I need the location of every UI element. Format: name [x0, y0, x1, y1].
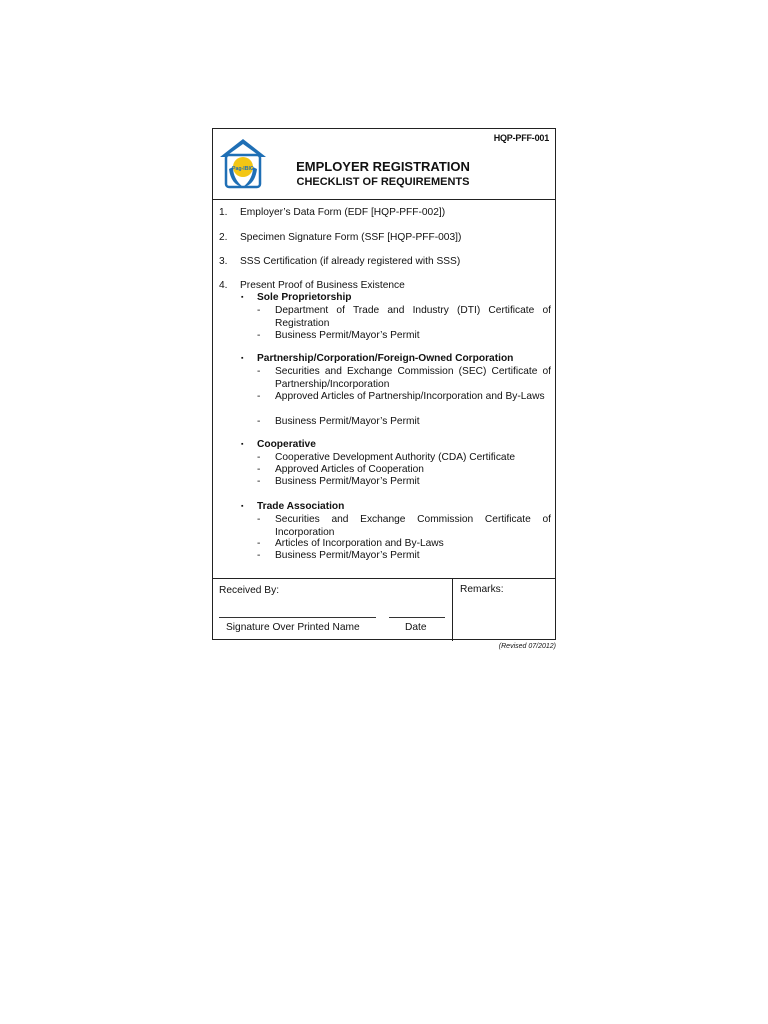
document-text: Business Permit/Mayor’s Permit [275, 330, 420, 341]
document-text: Articles of Incorporation and By-Laws [275, 538, 444, 549]
requirements-list [213, 200, 555, 577]
dash-icon: - [257, 391, 261, 402]
received-by-label: Received By: [219, 585, 280, 596]
pag-ibig-logo [217, 135, 269, 191]
requirement-text: SSS Certification (if already registered with SSS) [240, 256, 461, 267]
document-text: Business Permit/Mayor’s Permit [275, 550, 420, 561]
document-text: Approved Articles of Partnership/Incorporation and By-Laws [275, 391, 545, 402]
document-text: Business Permit/Mayor’s Permit [275, 476, 420, 487]
dash-icon: - [257, 514, 261, 525]
requirement-number: 4. [219, 280, 228, 291]
logo-text: Pag-IBIG [232, 166, 254, 172]
dash-icon: - [257, 416, 261, 427]
remarks-label: Remarks: [460, 584, 504, 595]
business-type-label: Partnership/Corporation/Foreign-Owned Corporation [257, 353, 514, 364]
dash-icon: - [257, 366, 261, 377]
dash-icon: - [257, 452, 261, 463]
document-text: Securities and Exchange Commission Certificate of Incorporation [275, 514, 551, 538]
requirement-number: 2. [219, 232, 228, 243]
dash-icon: - [257, 476, 261, 487]
business-type-label: Trade Association [257, 501, 345, 512]
requirement-text: Employer’s Data Form (EDF [HQP-PFF-002]) [240, 207, 446, 218]
form-header [213, 129, 555, 200]
form-code: HQP-PFF-001 [493, 133, 549, 143]
requirement-text: Specimen Signature Form (SSF [HQP-PFF-003]) [240, 232, 462, 243]
requirement-text: Present Proof of Business Existence [240, 280, 405, 291]
requirement-number: 3. [219, 256, 228, 267]
form-title: EMPLOYER REGISTRATION [296, 159, 470, 174]
dash-icon: - [257, 330, 261, 341]
footer-divider [452, 579, 453, 641]
signature-line [219, 617, 376, 618]
bullet-icon: ▪ [241, 355, 244, 362]
requirement-number: 1. [219, 207, 228, 218]
signature-label: Signature Over Printed Name [226, 622, 360, 633]
bullet-icon: ▪ [241, 503, 244, 510]
bullet-icon: ▪ [241, 294, 244, 301]
dash-icon: - [257, 538, 261, 549]
business-type-label: Cooperative [257, 439, 316, 450]
document-text: Approved Articles of Cooperation [275, 464, 424, 475]
business-type-label: Sole Proprietorship [257, 292, 352, 303]
document-text: Business Permit/Mayor’s Permit [275, 416, 420, 427]
document-text: Securities and Exchange Commission (SEC) Certificate of Partnership/Incorporation [275, 366, 551, 390]
document-text: Cooperative Development Authority (CDA) Certificate [275, 452, 516, 463]
requirements-checklist-form [212, 128, 556, 640]
date-label: Date [405, 622, 427, 633]
revision-note: (Revised 07/2012) [498, 643, 556, 650]
form-footer [213, 578, 555, 641]
bullet-icon: ▪ [241, 441, 244, 448]
dash-icon: - [257, 464, 261, 475]
form-subtitle: CHECKLIST OF REQUIREMENTS [296, 176, 470, 188]
dash-icon: - [257, 305, 261, 316]
document-text: Department of Trade and Industry (DTI) Certificate of Registration [275, 305, 551, 329]
date-line [389, 617, 445, 618]
dash-icon: - [257, 550, 261, 561]
